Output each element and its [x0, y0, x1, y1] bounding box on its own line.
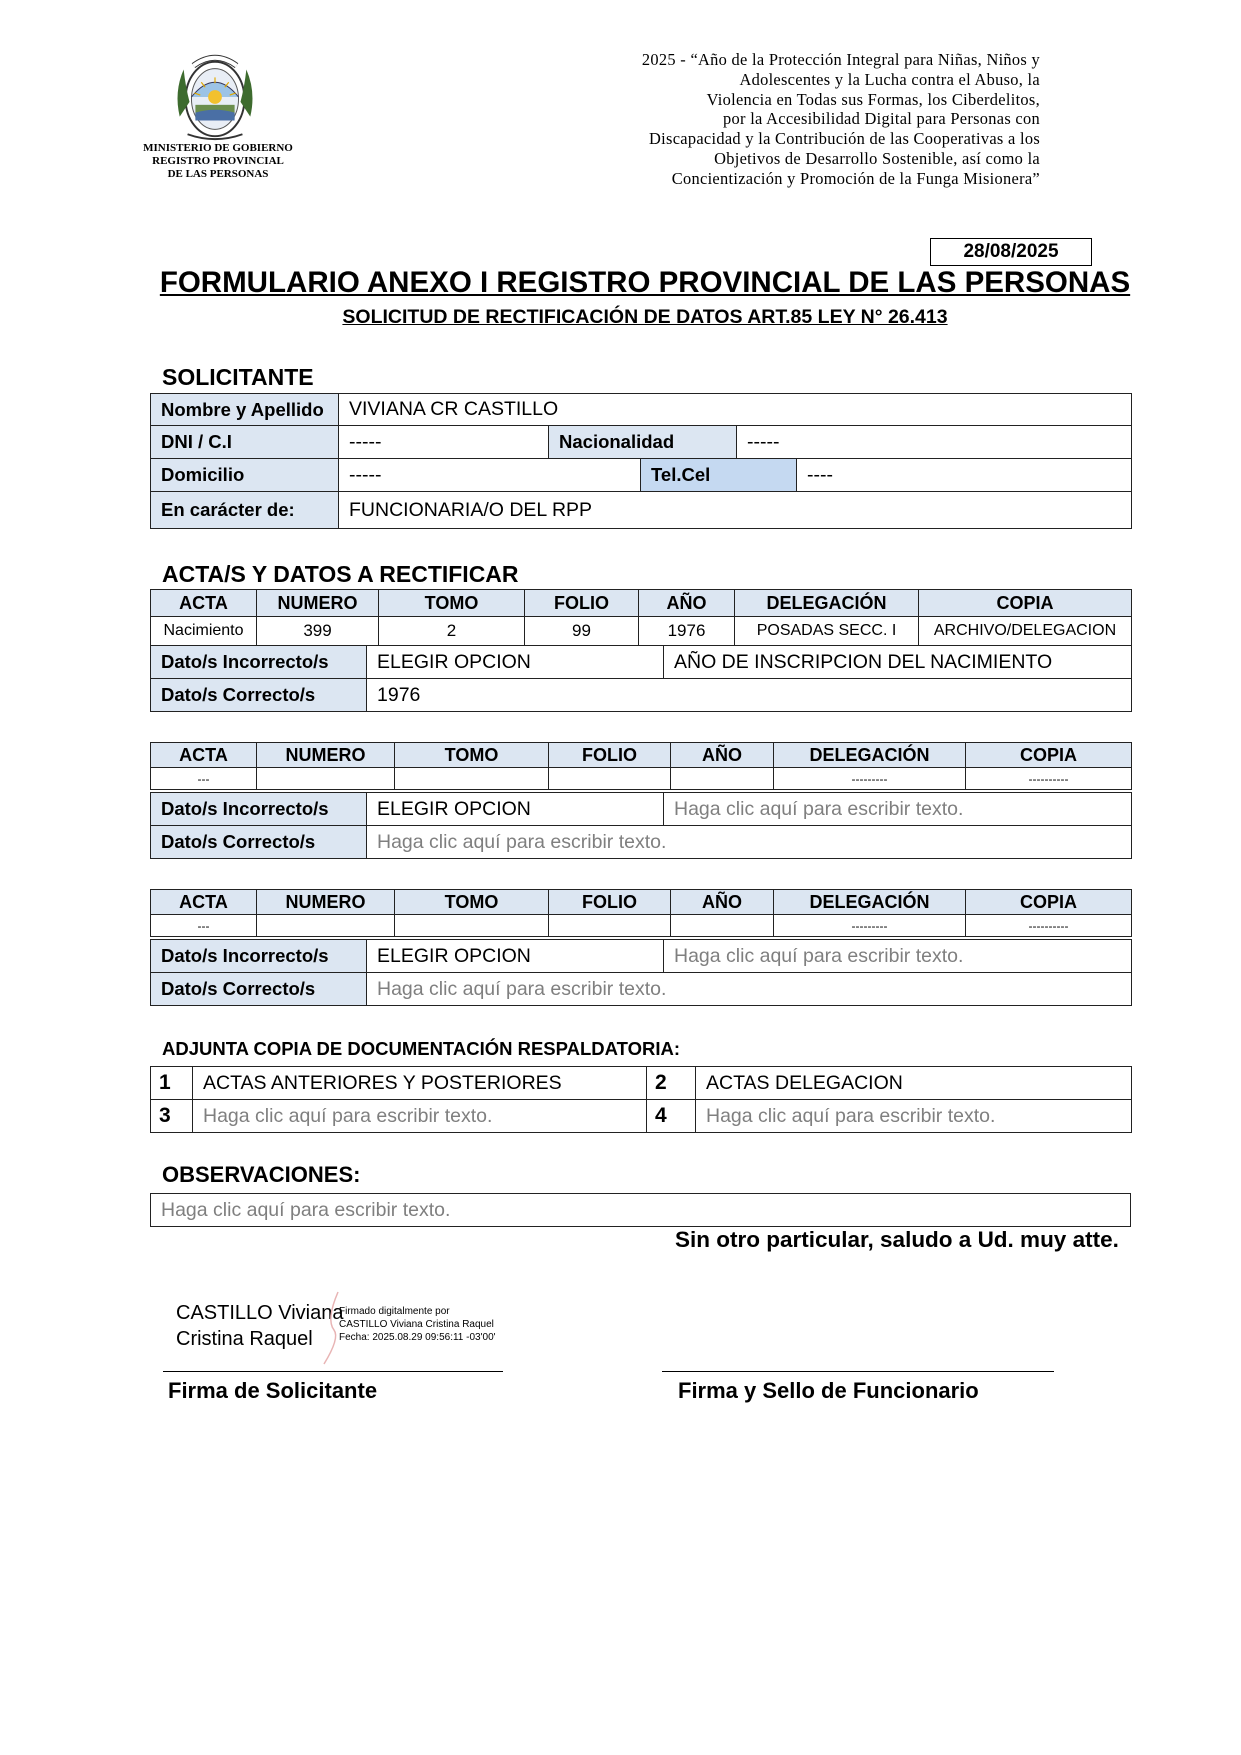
solicitante-table-contact — [150, 458, 1132, 529]
motto-line: Concientización y Promoción de la Funga Misionera” — [671, 168, 1040, 188]
nombre-label: Nombre y Apellido — [151, 394, 339, 426]
incorrect-option-select[interactable]: ELEGIR OPCION — [367, 793, 664, 826]
col-anio: AÑO — [639, 590, 735, 617]
acta-table-1 — [150, 589, 1132, 646]
col-folio: FOLIO — [549, 890, 671, 915]
signature-meta-line: Firmado digitalmente por — [339, 1306, 450, 1317]
solicitante-signature-label: Firma de Solicitante — [168, 1378, 378, 1403]
col-delegacion: DELEGACIÓN — [735, 590, 919, 617]
col-acta: ACTA — [151, 890, 257, 915]
province-seal-logo — [166, 48, 264, 146]
closing-text: Sin otro particular, saludo a Ud. muy atte. — [675, 1227, 1119, 1252]
incorrect-text-field[interactable]: Haga clic aquí para escribir texto. — [664, 793, 1132, 826]
domicilio-field[interactable]: ----- — [339, 459, 641, 492]
acta-cell[interactable]: Nacimiento — [151, 617, 257, 646]
incorrect-label: Dato/s Incorrecto/s — [151, 793, 367, 826]
correct-text-field[interactable]: Haga clic aquí para escribir texto. — [367, 973, 1132, 1006]
signature-line — [662, 1371, 1054, 1372]
acta-data-table-3 — [150, 939, 1132, 1006]
dni-field[interactable]: ----- — [339, 426, 549, 459]
col-copia: COPIA — [966, 743, 1132, 768]
observaciones-table — [150, 1193, 1131, 1227]
form-title: FORMULARIO ANEXO I REGISTRO PROVINCIAL DE LAS PERSONAS — [159, 266, 1131, 299]
acta-data-table-2 — [150, 792, 1132, 859]
copia-cell[interactable]: ---------- — [966, 768, 1132, 790]
tomo-cell[interactable] — [395, 915, 549, 937]
col-tomo: TOMO — [379, 590, 525, 617]
funcionario-signature-label: Firma y Sello de Funcionario — [678, 1378, 979, 1403]
adjunta-item[interactable]: ACTAS ANTERIORES Y POSTERIORES — [193, 1067, 647, 1100]
folio-cell[interactable] — [549, 768, 671, 790]
motto-line: Adolescentes y la Lucha contra el Abuso, la — [739, 69, 1040, 89]
ministry-line: DE LAS PERSONAS — [167, 168, 269, 180]
signature-meta-line: Fecha: 2025.08.29 09:56:11 -03'00' — [339, 1332, 496, 1343]
motto-line: por la Accesibilidad Digital para Personas con — [723, 109, 1040, 129]
dni-label: DNI / C.I — [151, 426, 339, 459]
col-acta: ACTA — [151, 743, 257, 768]
year-motto — [520, 50, 1040, 189]
caracter-field[interactable]: FUNCIONARIA/O DEL RPP — [339, 492, 1132, 529]
motto-line: 2025 - “Año de la Protección Integral para Niñas, Niños y — [641, 50, 1040, 69]
incorrect-text-field[interactable]: Haga clic aquí para escribir texto. — [664, 940, 1132, 973]
tomo-cell[interactable] — [395, 768, 549, 790]
nombre-field[interactable]: VIVIANA CR CASTILLO — [339, 394, 1132, 426]
form-subtitle: SOLICITUD DE RECTIFICACIÓN DE DATOS ART.85 LEY N° 26.413 — [342, 306, 948, 328]
copia-cell[interactable]: ARCHIVO/DELEGACION — [919, 617, 1132, 646]
folio-cell[interactable]: 99 — [525, 617, 639, 646]
folio-cell[interactable] — [549, 915, 671, 937]
domicilio-label: Domicilio — [151, 459, 339, 492]
incorrect-label: Dato/s Incorrecto/s — [151, 646, 367, 679]
acta-cell[interactable]: --- — [151, 768, 257, 790]
actas-heading: ACTA/S Y DATOS A RECTIFICAR — [162, 561, 519, 587]
adjunta-item[interactable]: Haga clic aquí para escribir texto. — [193, 1100, 647, 1133]
solicitante-heading: SOLICITANTE — [162, 364, 314, 390]
acta-cell[interactable]: --- — [151, 915, 257, 937]
motto-line: Violencia en Todas sus Formas, los Ciberdelitos, — [706, 89, 1040, 109]
nacionalidad-field[interactable]: ----- — [737, 426, 1132, 459]
col-folio: FOLIO — [549, 743, 671, 768]
col-anio: AÑO — [671, 890, 774, 915]
col-numero: NUMERO — [257, 743, 395, 768]
tomo-cell[interactable]: 2 — [379, 617, 525, 646]
signature-line — [163, 1371, 503, 1372]
incorrect-label: Dato/s Incorrecto/s — [151, 940, 367, 973]
solicitante-table — [150, 393, 1132, 459]
acta-data-table-1 — [150, 645, 1132, 712]
col-folio: FOLIO — [525, 590, 639, 617]
delegacion-cell[interactable]: --------- — [774, 768, 966, 790]
signature-meta-line: CASTILLO Viviana Cristina Raquel — [339, 1319, 494, 1330]
acta-table-3 — [150, 889, 1132, 937]
col-delegacion: DELEGACIÓN — [774, 743, 966, 768]
col-copia: COPIA — [966, 890, 1132, 915]
acta-table-2 — [150, 742, 1132, 790]
anio-cell[interactable]: 1976 — [639, 617, 735, 646]
incorrect-option-select[interactable]: ELEGIR OPCION — [367, 940, 664, 973]
numero-cell[interactable] — [257, 915, 395, 937]
observaciones-heading: OBSERVACIONES: — [162, 1162, 361, 1187]
adjunta-item[interactable]: ACTAS DELEGACION — [696, 1067, 1132, 1100]
motto-line: Discapacidad y la Contribución de las Cooperativas a los — [649, 129, 1040, 149]
adjunta-table — [150, 1066, 1132, 1133]
adjunta-number: 3 — [151, 1100, 193, 1133]
col-tomo: TOMO — [395, 890, 549, 915]
caracter-label: En carácter de: — [151, 492, 339, 529]
col-copia: COPIA — [919, 590, 1132, 617]
correct-text-field[interactable]: Haga clic aquí para escribir texto. — [367, 826, 1132, 859]
anio-cell[interactable] — [671, 915, 774, 937]
date-field[interactable]: 28/08/2025 — [930, 238, 1092, 266]
telcel-label: Tel.Cel — [641, 459, 797, 492]
delegacion-cell[interactable]: POSADAS SECC. I — [735, 617, 919, 646]
col-tomo: TOMO — [395, 743, 549, 768]
delegacion-cell[interactable]: --------- — [774, 915, 966, 937]
correct-text-field[interactable]: 1976 — [367, 679, 1132, 712]
telcel-field[interactable]: ---- — [797, 459, 1132, 492]
adjunta-number: 2 — [647, 1067, 696, 1100]
digital-signature-details — [339, 1305, 496, 1344]
incorrect-option-select[interactable]: ELEGIR OPCION — [367, 646, 664, 679]
col-numero: NUMERO — [257, 590, 379, 617]
correct-label: Dato/s Correcto/s — [151, 826, 367, 859]
observaciones-field[interactable]: Haga clic aquí para escribir texto. — [151, 1194, 1131, 1227]
anio-cell[interactable] — [671, 768, 774, 790]
incorrect-text-field[interactable]: AÑO DE INSCRIPCION DEL NACIMIENTO — [664, 646, 1132, 679]
nacionalidad-label: Nacionalidad — [549, 426, 737, 459]
adjunta-heading: ADJUNTA COPIA DE DOCUMENTACIÓN RESPALDATORIA: — [162, 1038, 680, 1059]
ministry-line: REGISTRO PROVINCIAL — [152, 155, 284, 167]
motto-line: Objetivos de Desarrollo Sostenible, así como la — [714, 148, 1040, 168]
signature-name-line: Cristina Raquel — [176, 1328, 313, 1350]
ministry-line: MINISTERIO DE GOBIERNO — [143, 142, 293, 154]
col-anio: AÑO — [671, 743, 774, 768]
col-numero: NUMERO — [257, 890, 395, 915]
col-delegacion: DELEGACIÓN — [774, 890, 966, 915]
correct-label: Dato/s Correcto/s — [151, 679, 367, 712]
numero-cell[interactable] — [257, 768, 395, 790]
numero-cell[interactable]: 399 — [257, 617, 379, 646]
ministry-heading — [128, 142, 308, 181]
signature-name-line: CASTILLO Viviana — [176, 1302, 344, 1324]
adjunta-number: 4 — [647, 1100, 696, 1133]
adjunta-number: 1 — [151, 1067, 193, 1100]
adjunta-item[interactable]: Haga clic aquí para escribir texto. — [696, 1100, 1132, 1133]
col-acta: ACTA — [151, 590, 257, 617]
copia-cell[interactable]: ---------- — [966, 915, 1132, 937]
correct-label: Dato/s Correcto/s — [151, 973, 367, 1006]
